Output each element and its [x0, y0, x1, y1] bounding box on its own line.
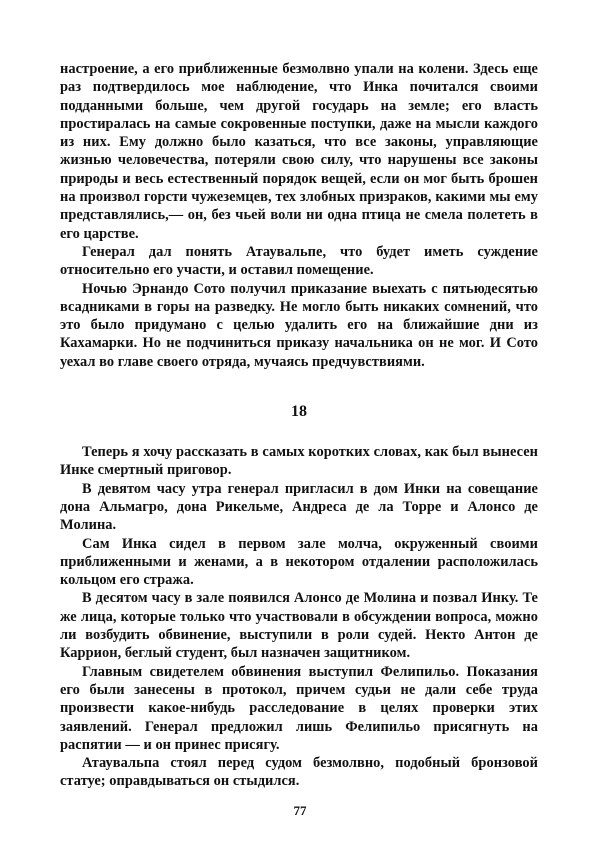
paragraph-9: Атаувальпа стоял перед судом безмолвно, подобный бронзовой статуе; оправдываться он стыдился. — [60, 755, 538, 790]
page-body — [60, 60, 538, 791]
paragraph-6: Сам Инка сидел в первом зале молча, окруженный своими приближенными и женами, а в некотором отдалении расположилась кольцом его стража. — [60, 535, 538, 589]
paragraph-3: Ночью Эрнандо Сото получил приказание выехать с пятьюдесятью всадниками в горы на разведку. Не могло быть никаких сомнений, что это было придумано с целью удалить его на ближайшие дни из Кахамарки. Но не подчиниться приказу начальника он не мог. И Сото уехал во главе своего отряда, мучаясь предчувствиями. — [60, 280, 538, 370]
page-number: 77 — [293, 803, 307, 818]
paragraph-7: В десятом часу в зале появился Алонсо де Молина и позвал Инку. Те же лица, которые только что участвовали в обсуждении вопроса, можно ли возбудить обвинение, выступили в роли судей. Некто Антон де Каррион, беглый студент, был назначен защитником. — [60, 590, 538, 662]
section-number: 18 — [291, 403, 307, 421]
paragraph-2: Генерал дал понять Атаувальпе, что будет иметь суждение относительно его участи, и оставил помещение. — [60, 243, 538, 279]
paragraph-4: Теперь я хочу рассказать в самых коротких словах, как был вынесен Инке смертный приговор. — [60, 444, 538, 479]
paragraph-5: В девятом часу утра генерал пригласил в дом Инки на совещание дона Альмагро, дона Рикельме, Андреса де ла Торре и Алонсо де Молина. — [60, 480, 538, 534]
paragraph-1: настроение, а его приближенные безмолвно упали на колени. Здесь еще раз подтвердилось мое наблюдение, что Инка почитался своими подданными больше, чем другой государь на земле; его власть простиралась на самые сокровенные поступки, даже на мысли каждого из них. Ему должно было казаться, что все законы, управляющие жизнью человечества, потеряли свою силу, что нарушены все законы природы и весь естественный порядок вещей, если он мог быть брошен на произвол горсти чужеземцев, тех злобных призраков, какими мы ему представлялись,— он, без чьей воли ни одна птица не смела полететь в его царстве. — [60, 61, 538, 242]
paragraph-8: Главным свидетелем обвинения выступил Фелипильо. Показания его были занесены в протокол, причем судьи не дали себе труда произвести какое-нибудь расследование в целях проверки этих заявлений. Генерал предложил лишь Фелипильо присягнуть на распятии — и он принес присягу. — [60, 663, 538, 753]
